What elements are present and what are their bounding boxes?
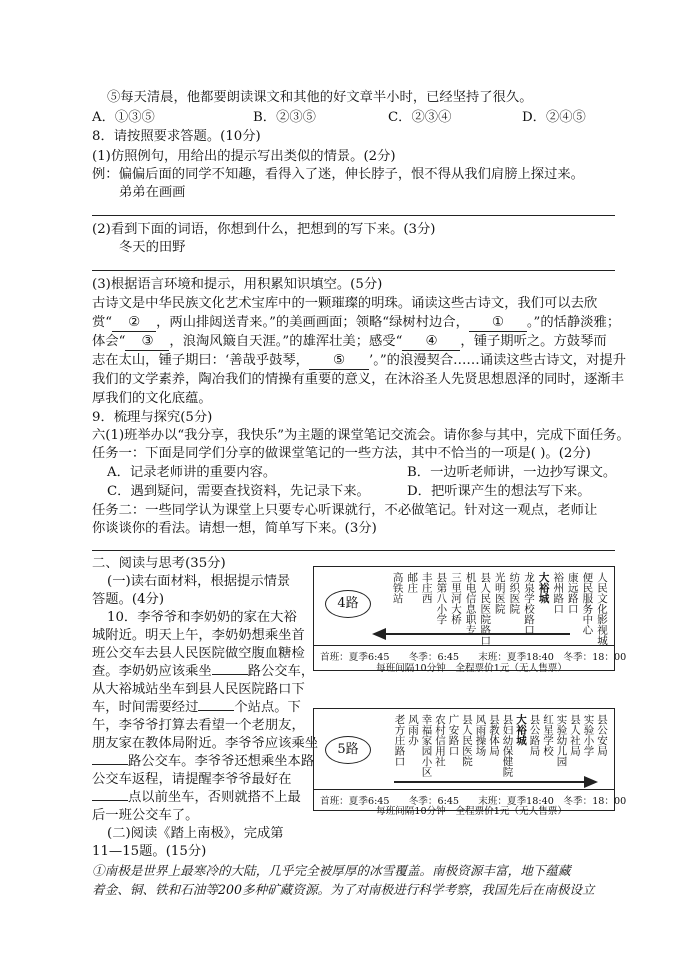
q8-3-para-4 <box>92 352 626 370</box>
bus-stop: 康远路口 <box>566 572 579 614</box>
text: ，锺子期听之。方鼓琴而 <box>460 334 607 349</box>
bus-stop: 广安路口 <box>447 714 460 756</box>
route-5-label: 5路 <box>325 736 371 764</box>
text: 点以前坐车，否则就搭不上最 <box>128 790 301 805</box>
bus-stop: 纺织医院 <box>508 572 521 614</box>
q10-line-10: 公交车返程，请提醒李爷爷最好在 <box>92 772 292 787</box>
part-1-title: (一)读右面材料，根据提示情景 <box>107 574 291 589</box>
q8-1-title: (1)仿照例句，用给出的提示写出类似的情景。(2分) <box>92 149 396 164</box>
q8-3-title: (3)根据语言环境和提示，用积累知识填空。(5分) <box>92 277 383 292</box>
fill-route-1[interactable] <box>212 674 248 675</box>
fill-blank-3[interactable]: ③ <box>125 333 169 351</box>
option-c[interactable]: C．②③④ <box>388 110 452 125</box>
bus-stop: 县第八小学 <box>435 572 448 625</box>
task-2-line-2: 你谈谈你的看法。请想一想，简单写下来。(3分) <box>92 521 377 536</box>
part-2-title: (二)阅读《踏上南极》，完成第 <box>107 826 284 841</box>
q8-title: 8．请按照要求答题。(10分) <box>92 129 261 144</box>
bus-stop: 县妇幼保健院 <box>501 714 514 777</box>
task-1-option-c[interactable]: C．遇到疑问，需要查找资料，先记录下来。 <box>107 484 370 499</box>
bus-stop: 幸福家园小区 <box>420 714 433 777</box>
route-5-arrow <box>394 775 599 789</box>
text: ，两山排闼送青来。”的美画画面；领略“绿树村边合， <box>156 315 469 330</box>
q10-line-3: 班公交车去县人民医院做空腹血糖检 <box>92 646 305 661</box>
route-5-fare: 每班间隔10分钟 全程票价1元（无人售票） <box>376 806 567 817</box>
bus-stop: 实验幼儿园 <box>555 714 568 767</box>
passage-line-2: 着金、铜、铁和石油等200多种矿藏资源。为了对南极进行科学考察，我国先后在南极设立 <box>92 882 595 897</box>
q10-line-2: 城附近。明天上午，李奶奶想乘坐首 <box>92 628 305 643</box>
route-4-schedule: 首班：夏季6:45 冬季：6:45 末班：夏季18:40 冬季：18：00 <box>320 652 627 663</box>
route-4-label: 4路 <box>325 590 371 618</box>
bus-stop: 机电信息职专 <box>464 572 477 635</box>
option-a[interactable]: A．①③⑤ <box>92 110 155 125</box>
bus-stop: 县公路局 <box>528 714 541 756</box>
bus-stop: 三里河大桥 <box>450 572 462 625</box>
option-d[interactable]: D．②④⑤ <box>522 110 586 125</box>
q8-1-example: 例：偏偏后面的同学不知趣，看得入了迷，伸长脖子，恨不得从我们肩膀上探过来。 <box>92 167 584 182</box>
bus-stop: 光明医院 <box>493 572 506 614</box>
bus-stop: 便民服务中心 <box>581 572 594 635</box>
bus-stop: 大裕城 <box>537 572 550 604</box>
text: 。”的恬静淡雅； <box>526 315 621 330</box>
bus-stop: 裕州路口 <box>552 572 565 614</box>
q8-1-prompt: 弟弟在画画 <box>119 185 186 200</box>
bus-stop: 高铁站 <box>391 572 404 604</box>
task-1: 任务一：下面是同学们分享的做课堂笔记的一些方法，其中不恰当的一项是( )。(2分) <box>92 446 591 461</box>
q8-3-para-6: 厚我们的文化底蕴。 <box>92 391 212 406</box>
route-4-arrow <box>372 627 572 641</box>
q10-line-7: 午，李爷爷打算去看望一个老朋友， <box>92 718 305 733</box>
bus-stop: 县人民医院 <box>461 714 473 767</box>
q10-line-4 <box>92 663 314 680</box>
text: 查。李奶奶应该乘坐 <box>92 664 212 679</box>
q10-line-12: 后一班公交车了。 <box>92 808 199 823</box>
text: 路公交车， <box>247 664 315 679</box>
text: 体会“ <box>92 334 126 349</box>
divider <box>314 789 614 790</box>
answer-line-1[interactable] <box>92 215 615 216</box>
part-2-title-2: 11—15题。(15分) <box>92 844 207 859</box>
bus-stop: 丰庄西 <box>420 572 433 604</box>
q10-line-9 <box>92 753 314 770</box>
text: 车，时间需要经过 <box>92 700 199 715</box>
q9-title: 9．梳理与探究(5分) <box>92 410 213 425</box>
statement-5: ⑤每天清晨，他都要朗读课文和其他的好文章半小时，已经坚持了很久。 <box>107 90 533 105</box>
fill-blank-5[interactable]: ⑤ <box>309 352 369 370</box>
answer-line-3[interactable] <box>92 550 615 551</box>
divider <box>314 645 614 646</box>
text: 赏“ <box>92 315 113 330</box>
q10-line-1: 10．李爷爷和李奶奶的家在大裕 <box>107 610 297 625</box>
text: 路公交车。李爷爷还想乘坐本路 <box>128 754 315 769</box>
q10-line-8: 朋友家在教体局附近。李爷爷应该乘坐 <box>92 736 319 751</box>
fill-time[interactable] <box>92 800 128 801</box>
text: ’。”的浪漫契合……诵读这些古诗文，对提升 <box>368 353 626 368</box>
bus-stop: 县人民医院路口 <box>479 572 492 646</box>
q8-3-para-3 <box>92 333 607 351</box>
task-2-line-1: 任务二：一些同学认为课堂上只要专心听课就行，不必做笔记。针对这一观点，老师让 <box>92 503 598 518</box>
route-4-fare: 每班间隔10分钟 全程票价1元（无人售票） <box>376 663 567 674</box>
text: 个站点。下 <box>234 700 301 715</box>
q8-2-prompt: 冬天的田野 <box>119 240 186 255</box>
bus-stop: 县人社局 <box>569 714 581 756</box>
bus-stop: 风雨办 <box>407 714 419 746</box>
answer-line-2[interactable] <box>92 270 615 271</box>
q9-intro: 六(1)班举办以“我分享，我快乐”为主题的课堂笔记交流会。请你参与其中，完成下面任务。 <box>92 428 630 443</box>
fill-route-2[interactable] <box>92 764 128 765</box>
q8-3-para-2 <box>92 314 620 332</box>
bus-stop: 县公安局 <box>596 714 608 756</box>
fill-blank-2[interactable]: ② <box>112 314 156 332</box>
bus-route-4-board <box>313 566 627 674</box>
fill-blank-4[interactable]: ④ <box>402 333 460 351</box>
passage-line-1: ①南极是世界上最寒冷的大陆，几乎完全被厚厚的冰雪覆盖。南极资源丰富，地下蕴藏 <box>92 863 571 878</box>
part-1-title-2: 答题。(4分) <box>92 592 165 607</box>
q10-line-6 <box>92 699 301 716</box>
fill-stops[interactable] <box>198 710 234 711</box>
q10-line-5: 从大裕城站坐车到县人民医院路口下 <box>92 682 305 697</box>
bus-stop: 县教体局 <box>488 714 500 756</box>
bus-stop: 龙泉学校路口 <box>523 572 535 635</box>
bus-stop: 红星学校 <box>542 714 554 756</box>
task-1-option-d[interactable]: D．把听课产生的想法写下来。 <box>407 484 591 499</box>
text: ，浪淘风簸自天涯。”的雄浑壮美；感受“ <box>169 334 403 349</box>
fill-blank-1[interactable]: ① <box>469 314 527 332</box>
bus-stop: 风雨操场 <box>474 714 487 756</box>
bus-stop: 老方庄路口 <box>393 714 406 767</box>
option-b[interactable]: B．②③⑤ <box>253 110 316 125</box>
task-1-option-a[interactable]: A．记录老师讲的重要内容。 <box>107 465 277 480</box>
route-5-schedule: 首班：夏季6:45 冬季：6:45 末班：夏季18:40 冬季：18：00 <box>320 796 627 807</box>
q8-2-title: (2)看到下面的词语，你想到什么，把想到的写下来。(3分) <box>92 222 436 237</box>
task-1-option-b[interactable]: B．一边听老师讲，一边抄写课文。 <box>407 465 617 480</box>
bus-stop: 邮庄 <box>406 572 419 593</box>
q8-3-para-1: 古诗文是中华民族文化艺术宝库中的一颗璀璨的明珠。诵读这些古诗文，我们可以去欣 <box>92 296 598 311</box>
bus-stop: 农村信用社 <box>434 714 446 767</box>
section-2-title: 二、阅读与思考(35分) <box>92 556 226 571</box>
bus-stop: 实验小学 <box>582 714 595 756</box>
text: 志在太山，锺子期曰：‘善哉乎鼓琴， <box>92 353 309 368</box>
bus-stop: 大裕城 <box>515 714 527 746</box>
q8-3-para-5: 我们的文学素养，陶冶我们的情操有重要的意义，在沐浴圣人先贤思想恩泽的同时，逐渐丰 <box>92 372 624 387</box>
q10-line-11 <box>92 789 301 806</box>
bus-stop: 人民文化影视城 <box>596 572 608 646</box>
bus-route-5-board <box>313 708 627 817</box>
